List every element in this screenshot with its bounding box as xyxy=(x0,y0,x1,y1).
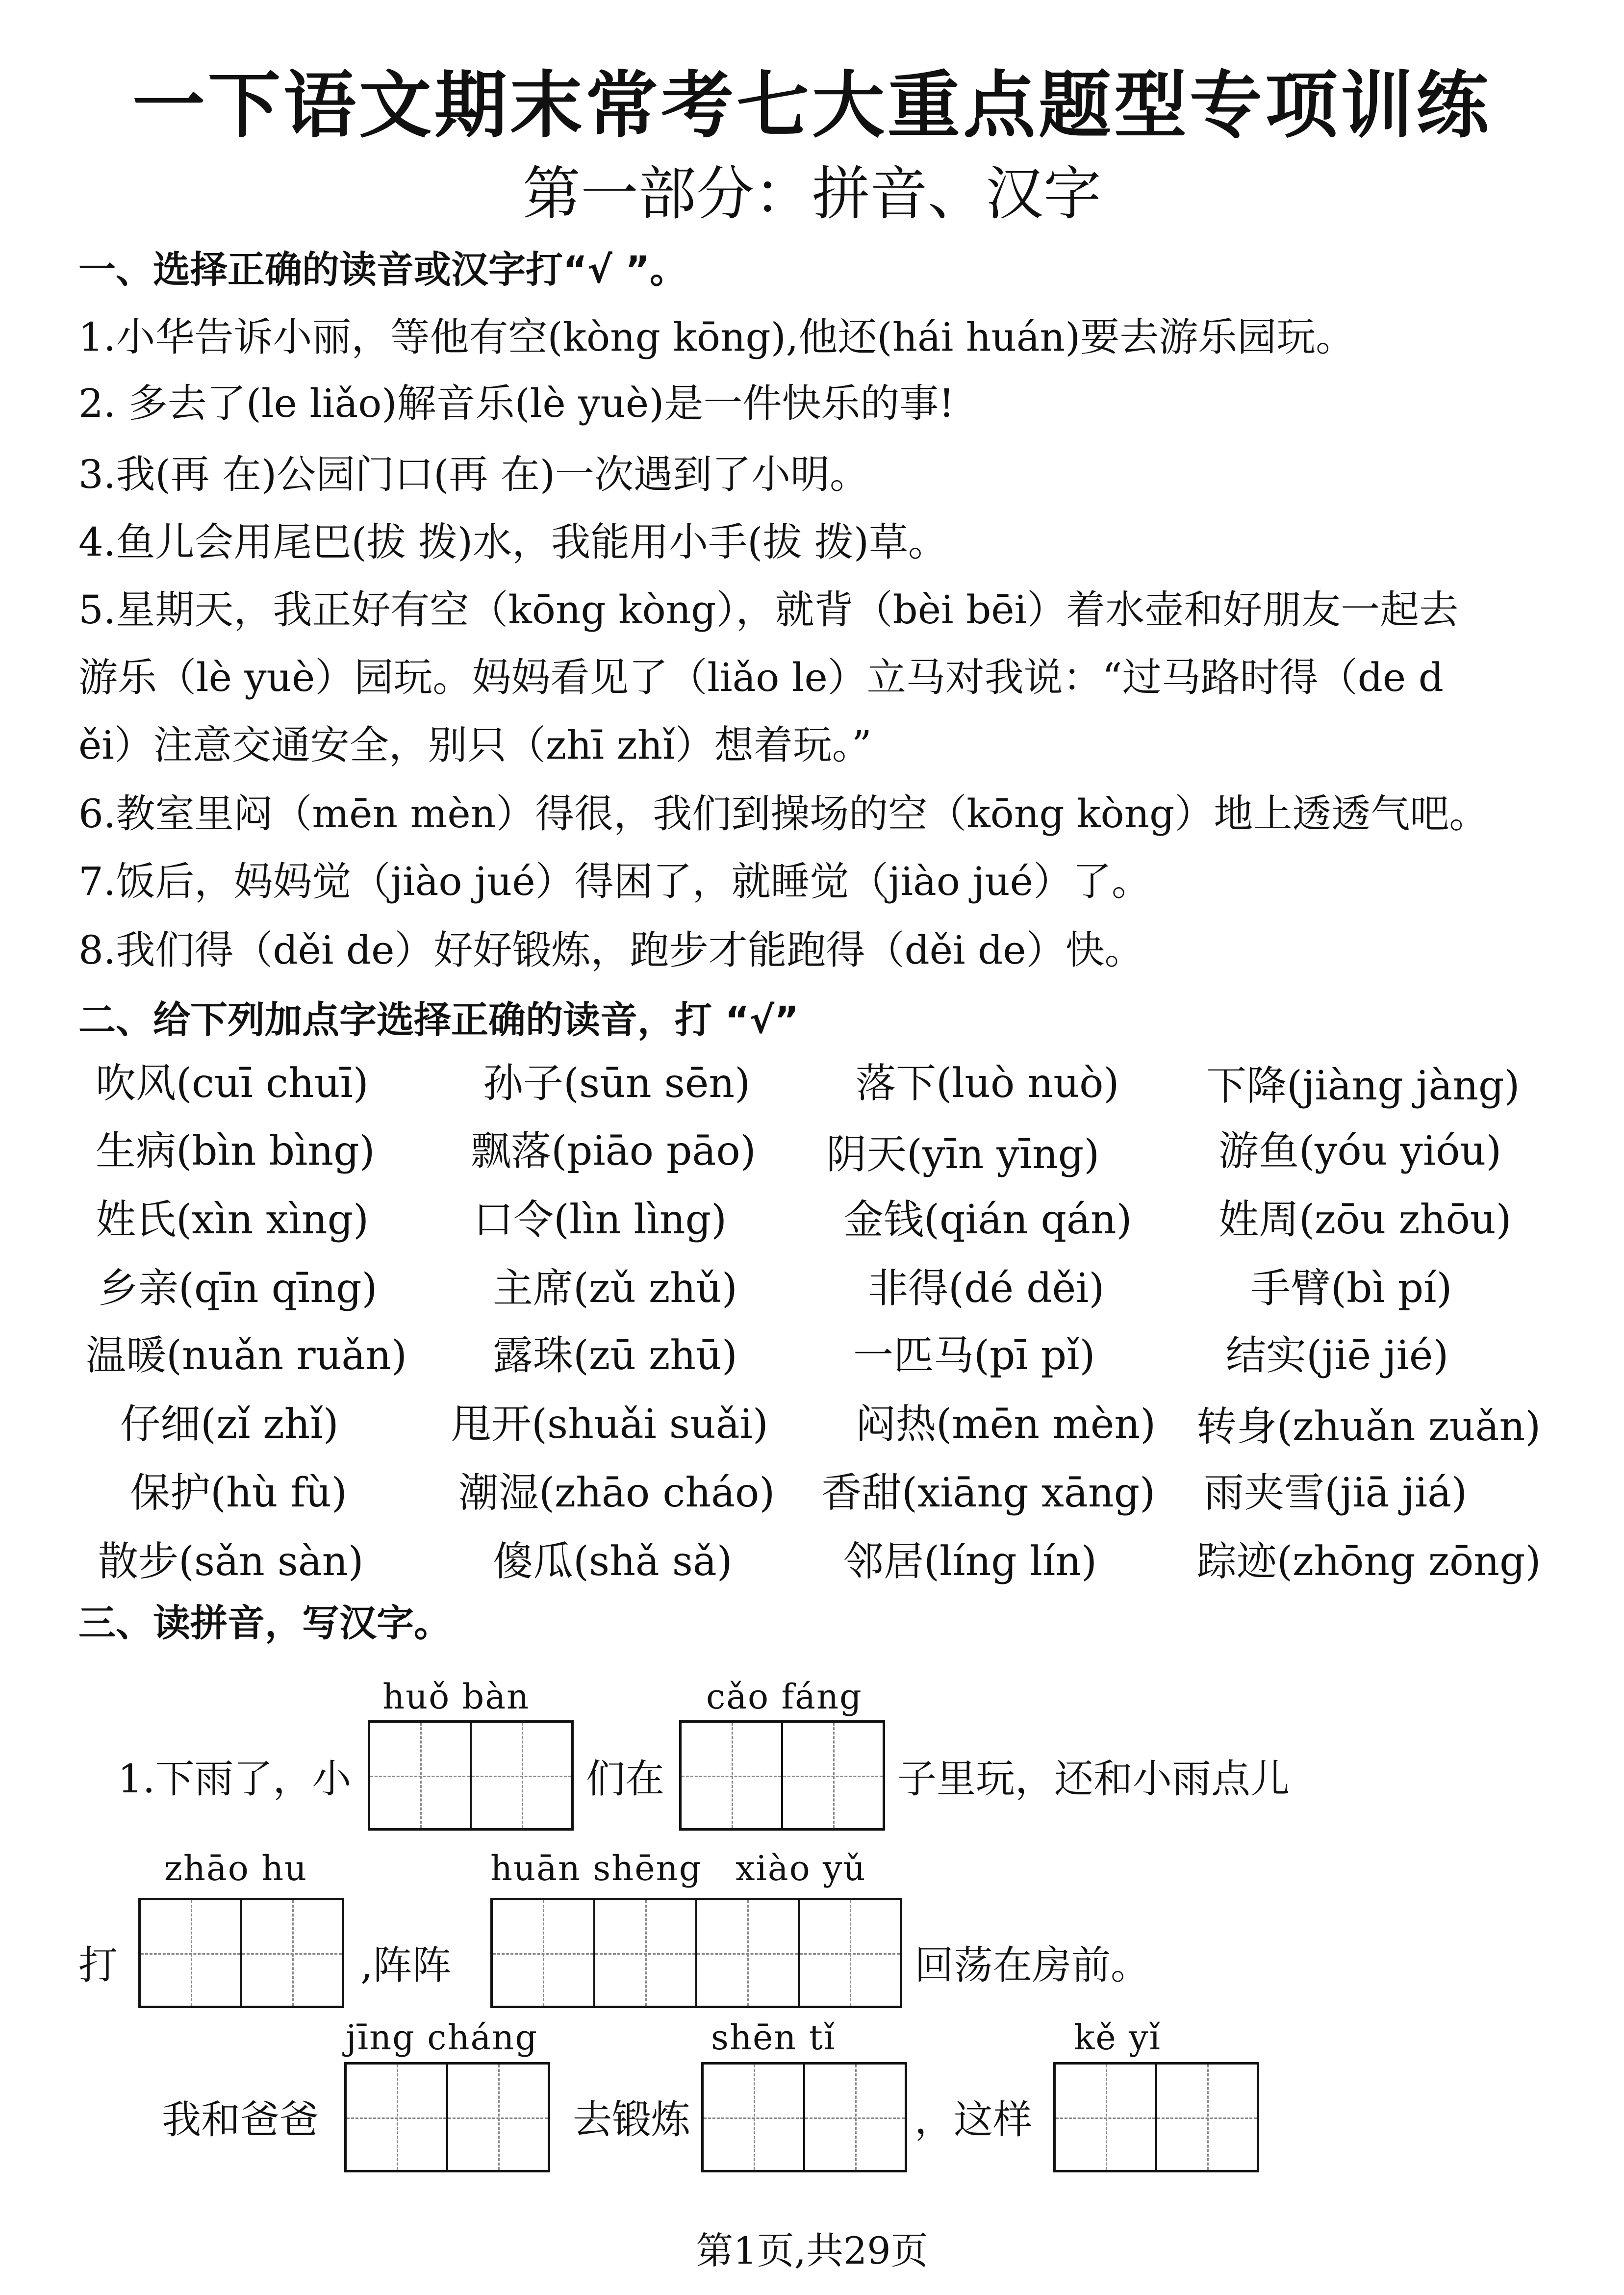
pinyin-huoban: huǒ bàn xyxy=(382,1677,530,1717)
section-3-heading: 三、读拼音，写汉字。 xyxy=(78,1601,451,1645)
s2-item: 傻瓜(shǎ sǎ) xyxy=(493,1538,733,1585)
s3-text-6: 回荡在房前。 xyxy=(914,1942,1150,1988)
s2-item: 露珠(zū zhū) xyxy=(493,1332,737,1379)
s1-line-7: ěi）注意交通安全，别只（zhī zhǐ）想着玩。” xyxy=(78,722,872,768)
section-2-heading: 二、给下列加点字选择正确的读音，打 “√” xyxy=(78,998,799,1042)
writing-cell[interactable] xyxy=(595,1900,698,2006)
s2-item: 飘落(piāo pāo) xyxy=(471,1128,756,1174)
s1-line-6: 游乐（lè yuè）园玩。妈妈看见了（liǎo le）立马对我说：“过马路时得（de d xyxy=(78,655,1444,700)
s1-line-2: 2. 多去了(le liǎo)解音乐(lè yuè)是一件快乐的事! xyxy=(78,381,955,426)
s2-item: 散步(sǎn sàn) xyxy=(98,1538,364,1585)
writing-cell[interactable] xyxy=(370,1723,472,1828)
s2-item: 踪迹(zhōng zōng) xyxy=(1196,1538,1541,1585)
s2-item: 手臂(bì pí) xyxy=(1250,1265,1452,1312)
writing-box-caofang[interactable] xyxy=(679,1720,885,1831)
writing-cell[interactable] xyxy=(472,1723,571,1828)
s2-item: 生病(bìn bìng) xyxy=(96,1128,375,1174)
s2-item: 仔细(zǐ zhǐ) xyxy=(120,1401,339,1448)
writing-cell[interactable] xyxy=(347,2065,448,2170)
s1-line-3: 3.我(再 在)公园门口(再 在)一次遇到了小明。 xyxy=(78,452,869,497)
writing-cell[interactable] xyxy=(1157,2065,1257,2170)
s2-item: 下降(jiàng jàng) xyxy=(1206,1063,1520,1109)
pinyin-caofang: cǎo fáng xyxy=(706,1677,863,1717)
s1-line-1: 1.小华告诉小丽，等他有空(kòng kōng),他还(hái huán)要去游乐园玩。 xyxy=(78,314,1355,360)
s2-item: 游鱼(yóu yióu) xyxy=(1218,1128,1502,1174)
writing-cell[interactable] xyxy=(1056,2065,1157,2170)
s2-item: 孙子(sūn sēn) xyxy=(483,1060,751,1107)
writing-box-shenti[interactable] xyxy=(701,2062,907,2172)
writing-cell[interactable] xyxy=(682,1723,783,1828)
s2-item: 乡亲(qīn qīng) xyxy=(98,1265,378,1312)
s3-text-9: ，这样 xyxy=(914,2097,1032,2142)
s2-item: 转身(zhuǎn zuǎn) xyxy=(1196,1403,1541,1450)
writing-cell[interactable] xyxy=(242,1900,342,2006)
s2-item: 一匹马(pī pǐ) xyxy=(853,1332,1095,1379)
s2-item: 阴天(yīn yīng) xyxy=(826,1131,1100,1178)
s2-item: 温暖(nuǎn ruǎn) xyxy=(86,1332,407,1379)
s2-item: 保护(hù fù) xyxy=(130,1470,347,1516)
pinyin-keyi: kě yǐ xyxy=(1074,2017,1162,2058)
s2-item: 吹风(cuī chuī) xyxy=(96,1060,369,1107)
pinyin-zhaohu: zhāo hu xyxy=(164,1848,308,1888)
s2-item: 金钱(qián qán) xyxy=(843,1197,1132,1243)
writing-box-huanshengxiaoyu[interactable] xyxy=(490,1898,902,2008)
s2-item: 潮湿(zhāo cháo) xyxy=(458,1470,775,1516)
s2-item: 主席(zǔ zhǔ) xyxy=(493,1265,737,1312)
s2-item: 姓氏(xìn xìng) xyxy=(96,1197,369,1243)
s3-text-1: 1.下雨了，小 xyxy=(118,1756,352,1802)
writing-cell[interactable] xyxy=(800,1900,900,2006)
pinyin-xiaoyu: xiào yǔ xyxy=(736,1848,866,1888)
s2-item: 闷热(mēn mèn) xyxy=(856,1401,1156,1448)
s3-text-5: ,阵阵 xyxy=(360,1942,452,1988)
writing-box-zhaohu[interactable] xyxy=(138,1898,344,2008)
s2-item: 香甜(xiāng xāng) xyxy=(821,1470,1156,1516)
s2-item: 非得(dé děi) xyxy=(868,1265,1105,1312)
s2-item: 口令(lìn lìng) xyxy=(473,1197,727,1243)
writing-box-huoban[interactable] xyxy=(368,1720,574,1831)
writing-cell[interactable] xyxy=(493,1900,595,2006)
s1-line-5: 5.星期天，我正好有空（kōng kòng），就背（bèi bēi）着水壶和好朋友一起去 xyxy=(78,587,1459,633)
writing-box-jingchang[interactable] xyxy=(344,2062,550,2172)
pinyin-jingchang: jīng cháng xyxy=(346,2017,538,2058)
s1-line-4: 4.鱼儿会用尾巴(拔 拨)水，我能用小手(拔 拨)草。 xyxy=(78,519,948,565)
writing-cell[interactable] xyxy=(448,2065,548,2170)
page-subtitle: 第一部分：拼音、汉字 xyxy=(522,160,1101,228)
s2-item: 雨夹雪(jiā jiá) xyxy=(1204,1470,1468,1516)
s1-line-10: 8.我们得（děi de）好好锻炼，跑步才能跑得（děi de）快。 xyxy=(78,927,1144,973)
s3-text-8: 去锻炼 xyxy=(573,2097,690,2142)
writing-box-keyi[interactable] xyxy=(1053,2062,1259,2172)
s2-item: 邻居(líng lín) xyxy=(843,1538,1097,1585)
s2-item: 落下(luò nuò) xyxy=(856,1060,1119,1107)
s2-item: 结实(jiē jié) xyxy=(1226,1332,1449,1379)
s2-item: 甩开(shuǎi suǎi) xyxy=(451,1401,768,1448)
s2-item: 姓周(zōu zhōu) xyxy=(1218,1197,1512,1243)
section-1-heading: 一、选择正确的读音或汉字打“√ ”。 xyxy=(78,248,687,291)
s3-text-4: 打 xyxy=(78,1942,118,1988)
pinyin-huansheng: huān shēng xyxy=(490,1848,702,1888)
s3-text-3: 子里玩，还和小雨点儿 xyxy=(897,1756,1290,1802)
writing-cell[interactable] xyxy=(805,2065,905,2170)
s3-text-2: 们在 xyxy=(586,1756,664,1802)
writing-cell[interactable] xyxy=(141,1900,242,2006)
pinyin-shenti: shēn tǐ xyxy=(711,2017,836,2058)
writing-cell[interactable] xyxy=(704,2065,805,2170)
page-title: 一下语文期末常考七大重点题型专项训练 xyxy=(132,63,1492,148)
page-footer: 第1页,共29页 xyxy=(696,2229,928,2272)
writing-cell[interactable] xyxy=(697,1900,800,2006)
writing-cell[interactable] xyxy=(783,1723,883,1828)
s1-line-9: 7.饭后，妈妈觉（jiào jué）得困了，就睡觉（jiào jué）了。 xyxy=(78,859,1151,904)
s1-line-8: 6.教室里闷（mēn mèn）得很，我们到操场的空（kōng kòng）地上透透气吧。 xyxy=(78,791,1489,837)
s3-text-7: 我和爸爸 xyxy=(162,2097,319,2142)
